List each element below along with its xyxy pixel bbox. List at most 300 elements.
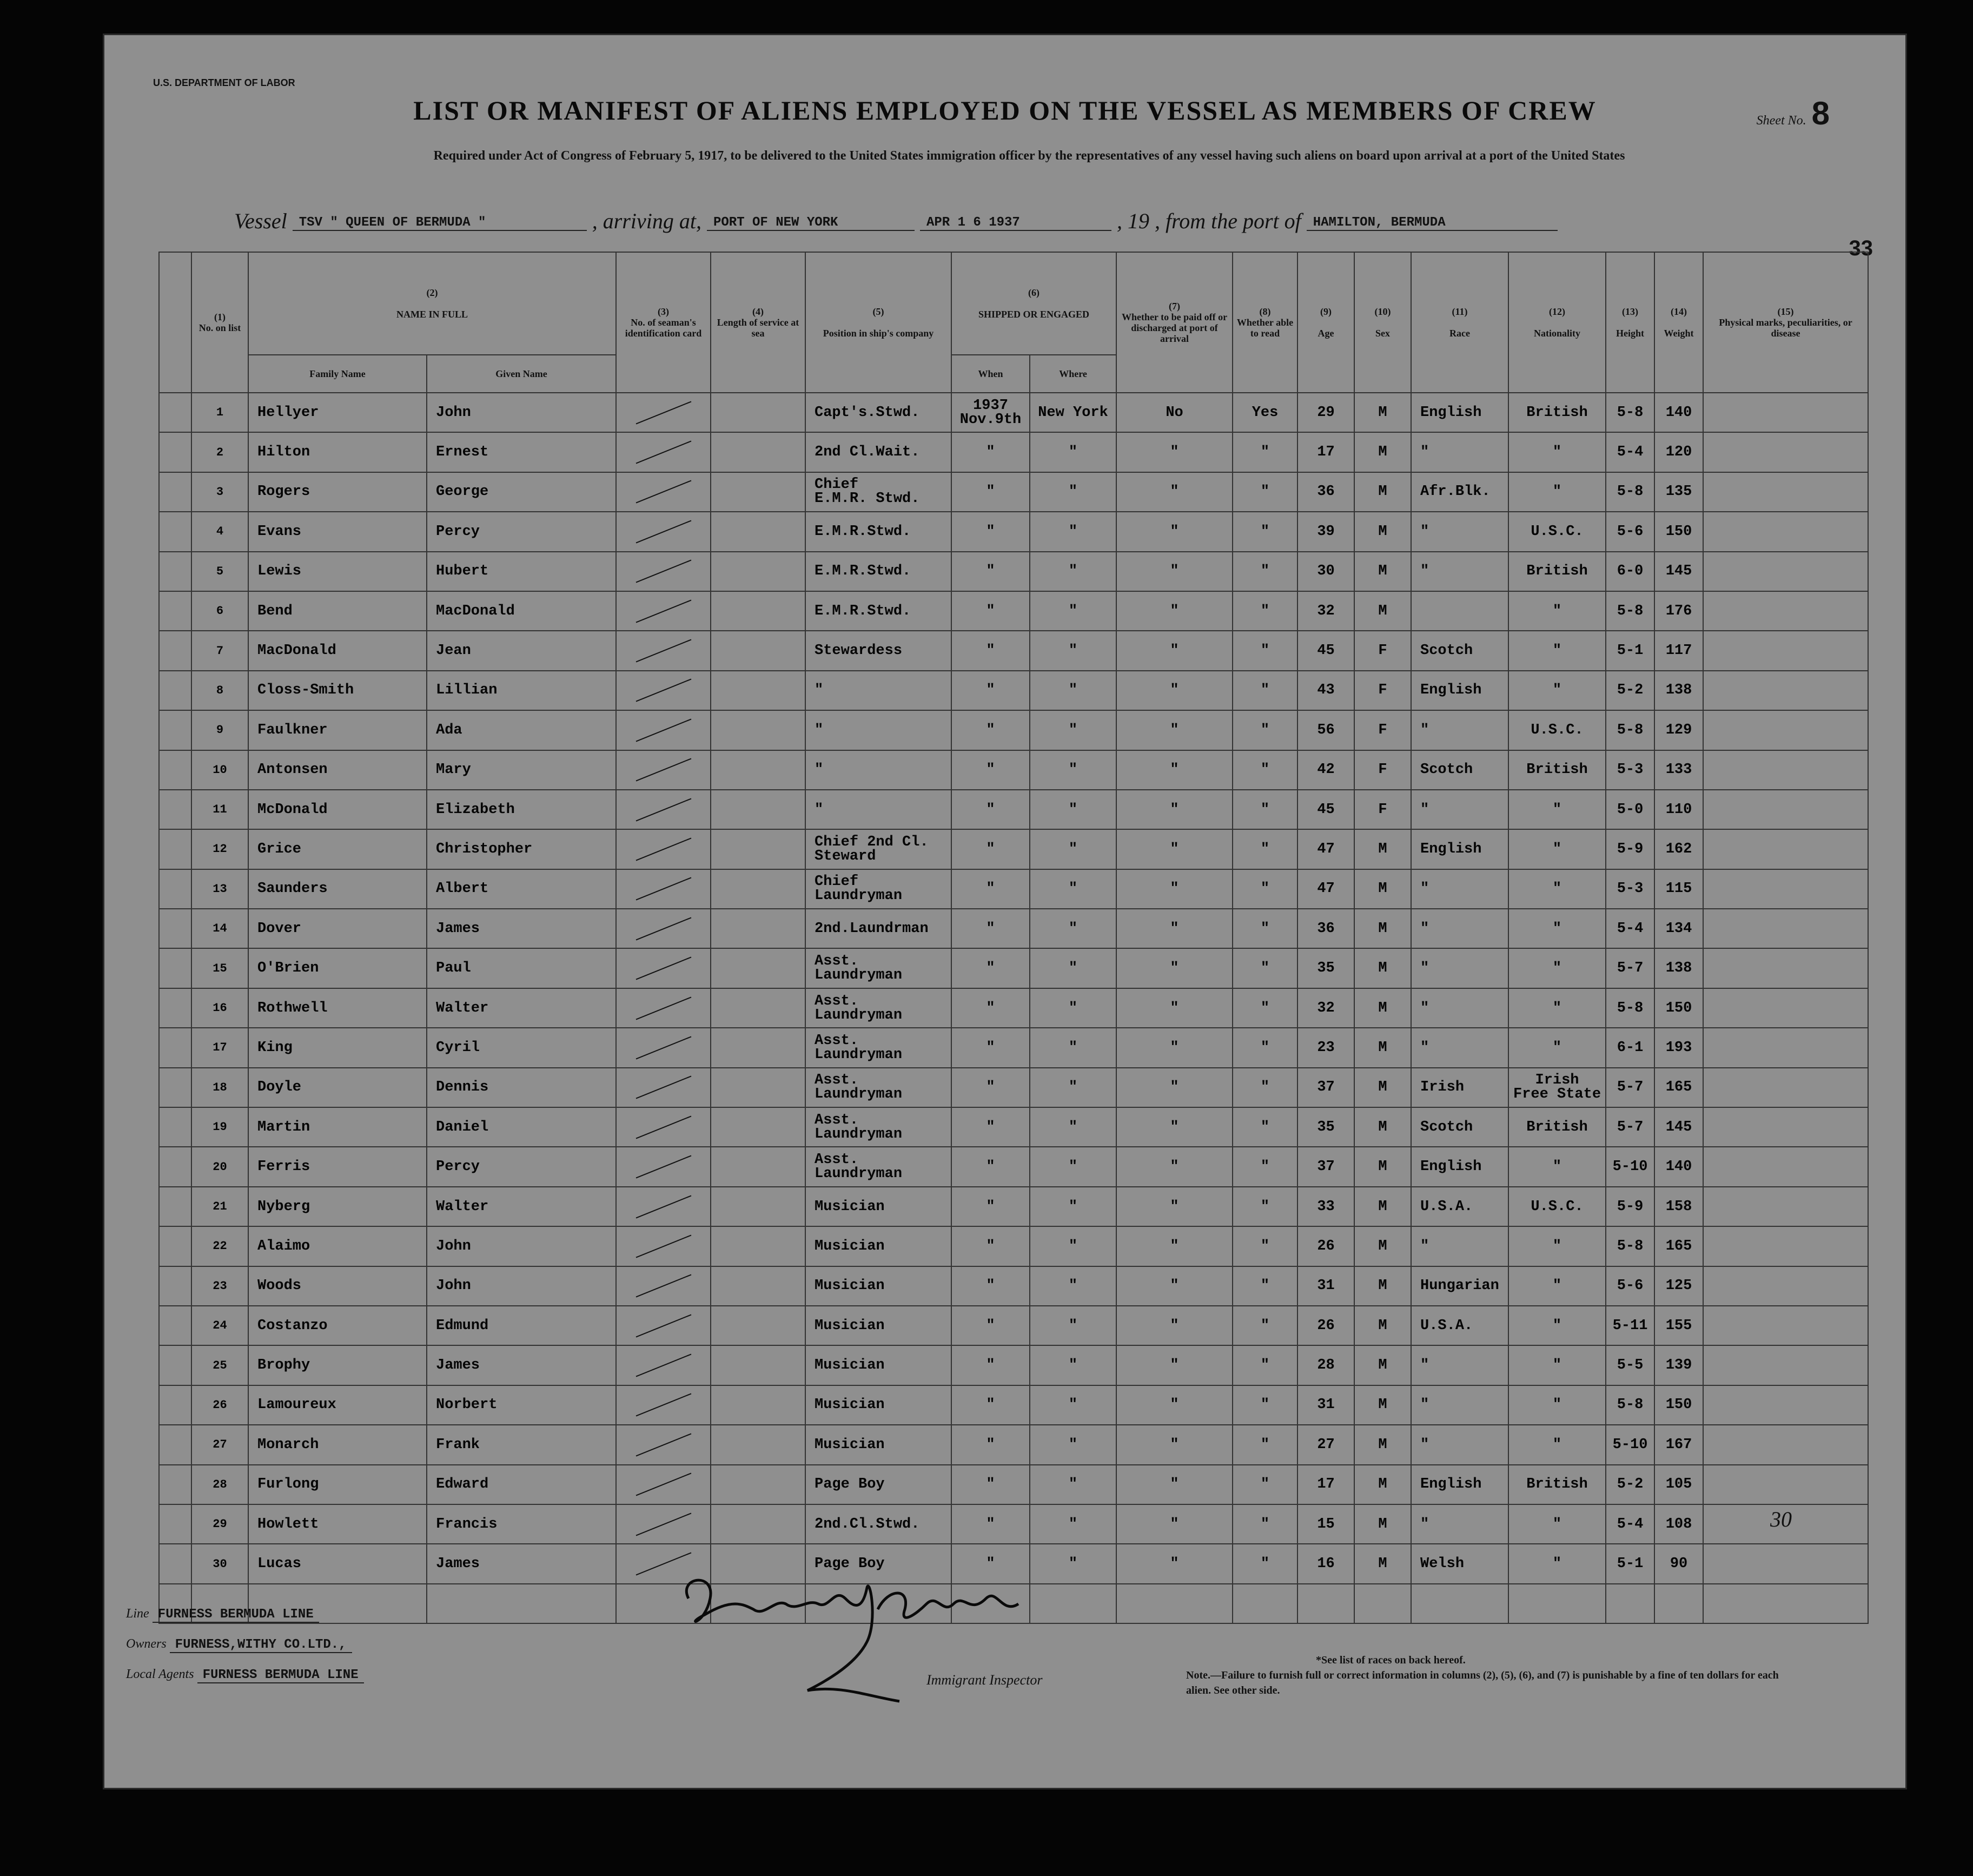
header-physical-marks: (15) Physical marks, peculiarities, or disease [1703, 252, 1868, 393]
cell-sex: M [1354, 1266, 1411, 1306]
cell-race: English [1411, 1147, 1508, 1186]
cell-given: Edmund [427, 1306, 616, 1345]
cell-service [711, 1147, 805, 1186]
table-row [159, 988, 1868, 1028]
cell-no: 13 [191, 869, 248, 909]
check-mark-icon [635, 1274, 691, 1298]
cell-where: " [1030, 631, 1116, 670]
cell-marks [1703, 591, 1868, 631]
cell-card [616, 829, 711, 869]
cell-family: Rothwell [248, 988, 427, 1028]
manifest-title: LIST OR MANIFEST OF ALIENS EMPLOYED ON THE VESSEL AS MEMBERS OF CREW [413, 95, 1597, 125]
cell-card [616, 472, 711, 512]
check-mark-icon [635, 1155, 691, 1179]
cell-service [711, 750, 805, 790]
cell-age: 33 [1297, 1187, 1354, 1226]
cell-age: 35 [1297, 948, 1354, 988]
cell-blank [159, 631, 191, 670]
cell-position: " [805, 671, 951, 710]
cell-when: " [951, 552, 1030, 591]
cell-where: " [1030, 1107, 1116, 1147]
cell-weight: 145 [1654, 552, 1703, 591]
cell-height: 5-8 [1606, 591, 1654, 631]
cell-card [616, 1504, 711, 1544]
table-row [159, 1345, 1868, 1385]
cell-height: 5-8 [1606, 1226, 1654, 1266]
cell-blank [159, 1544, 191, 1583]
table-row [159, 552, 1868, 591]
cell-height: 5-1 [1606, 631, 1654, 670]
cell-where: " [1030, 552, 1116, 591]
cell-service [711, 393, 805, 432]
table-row [159, 710, 1868, 750]
cell-height: 5-8 [1606, 1385, 1654, 1425]
cell-age: 26 [1297, 1306, 1354, 1345]
cell-blank [159, 829, 191, 869]
table-row [159, 1068, 1868, 1107]
cell-when: " [951, 829, 1030, 869]
cell-sex: M [1354, 1226, 1411, 1266]
page-number: 33 [1849, 236, 1873, 260]
header-shipped: (6) SHIPPED OR ENGAGED [951, 252, 1116, 355]
cell-family: Brophy [248, 1345, 427, 1385]
cell-when: " [951, 1425, 1030, 1464]
cell-height: 5-0 [1606, 790, 1654, 829]
crew-table [158, 252, 1869, 1624]
cell-card [616, 1187, 711, 1226]
cell-marks [1703, 790, 1868, 829]
cell-paid-off: " [1116, 1504, 1233, 1544]
cell-read: " [1233, 909, 1297, 948]
check-mark-icon [635, 917, 691, 940]
cell-given: Walter [427, 1187, 616, 1226]
cell-nationality: " [1508, 869, 1606, 909]
cell-where: " [1030, 1385, 1116, 1425]
cell-blank [159, 710, 191, 750]
check-mark-icon [635, 1473, 691, 1496]
cell-no: 6 [191, 591, 248, 631]
cell-blank [159, 393, 191, 432]
check-mark-icon [635, 957, 691, 980]
cell-blank [159, 1147, 191, 1186]
header-where: Where [1030, 355, 1116, 393]
cell-where: " [1030, 1504, 1116, 1544]
cell-family: Hilton [248, 432, 427, 472]
check-mark-icon [635, 599, 691, 623]
cell-sex: M [1354, 1465, 1411, 1504]
local-agents-field: Local Agents FURNESS BERMUDA LINE [126, 1659, 364, 1689]
cell-family: O'Brien [248, 948, 427, 988]
cell-sex: F [1354, 671, 1411, 710]
cell-read: " [1233, 1187, 1297, 1226]
header-able-to-read: (8) Whether able to read [1233, 252, 1297, 393]
cell-paid-off: " [1116, 988, 1233, 1028]
table-row [159, 1504, 1868, 1544]
cell-service [711, 1068, 805, 1107]
cell-height: 5-7 [1606, 948, 1654, 988]
cell-race: " [1411, 869, 1508, 909]
cell-weight: 140 [1654, 393, 1703, 432]
cell-age: 37 [1297, 1068, 1354, 1107]
cell-race: " [1411, 552, 1508, 591]
cell-race: U.S.A. [1411, 1306, 1508, 1345]
cell-marks [1703, 829, 1868, 869]
cell-service [711, 909, 805, 948]
cell-blank [159, 432, 191, 472]
cell-given: James [427, 909, 616, 948]
cell-blank [159, 1028, 191, 1067]
cell-marks [1703, 1345, 1868, 1385]
cell-card [616, 552, 711, 591]
cell-position: Musician [805, 1187, 951, 1226]
cell-read: " [1233, 552, 1297, 591]
check-mark-icon [635, 798, 691, 821]
cell-marks [1703, 472, 1868, 512]
cell-height: 5-6 [1606, 512, 1654, 551]
cell-position: Chief 2nd Cl. Steward [805, 829, 951, 869]
cell-paid-off: " [1116, 512, 1233, 551]
cell-blank [159, 750, 191, 790]
cell-marks [1703, 869, 1868, 909]
cell-service [711, 1266, 805, 1306]
cell-position: Chief E.M.R. Stwd. [805, 472, 951, 512]
cell-read: " [1233, 432, 1297, 472]
cell-race: Scotch [1411, 750, 1508, 790]
cell-race: " [1411, 512, 1508, 551]
check-mark-icon [635, 1115, 691, 1139]
empty-cell [1030, 1584, 1116, 1623]
cell-read: Yes [1233, 393, 1297, 432]
cell-read: " [1233, 1107, 1297, 1147]
cell-when: " [951, 1544, 1030, 1583]
cell-paid-off: " [1116, 1345, 1233, 1385]
cell-where: New York [1030, 393, 1116, 432]
cell-card [616, 591, 711, 631]
cell-when: " [951, 1266, 1030, 1306]
cell-read: " [1233, 1345, 1297, 1385]
cell-race: English [1411, 671, 1508, 710]
cell-age: 42 [1297, 750, 1354, 790]
cell-weight: 110 [1654, 790, 1703, 829]
cell-card [616, 869, 711, 909]
cell-position: 2nd Cl.Wait. [805, 432, 951, 472]
cell-sex: M [1354, 988, 1411, 1028]
cell-read: " [1233, 1226, 1297, 1266]
cell-age: 30 [1297, 552, 1354, 591]
cell-age: 32 [1297, 591, 1354, 631]
table-row [159, 1266, 1868, 1306]
cell-no: 9 [191, 710, 248, 750]
cell-read: " [1233, 1425, 1297, 1464]
cell-age: 27 [1297, 1425, 1354, 1464]
cell-blank [159, 1107, 191, 1147]
cell-weight: 165 [1654, 1068, 1703, 1107]
empty-cell [427, 1584, 616, 1623]
cell-paid-off: " [1116, 1385, 1233, 1425]
header-weight: (14) Weight [1654, 252, 1703, 393]
cell-when: " [951, 1465, 1030, 1504]
cell-service [711, 829, 805, 869]
penalty-note: *See list of races on back hereof. Note.—Failure to furnish full or correct information in columns (2), (5), (6), and (7) is punishable by a fine of ten dollars for each alien. See other side. [1186, 1654, 1779, 1696]
cell-marks [1703, 710, 1868, 750]
cell-where: " [1030, 790, 1116, 829]
blank-header [159, 252, 191, 393]
cell-age: 39 [1297, 512, 1354, 551]
cell-sex: M [1354, 1147, 1411, 1186]
cell-where: " [1030, 1544, 1116, 1583]
cell-weight: 167 [1654, 1425, 1703, 1464]
cell-family: Costanzo [248, 1306, 427, 1345]
cell-paid-off: " [1116, 1187, 1233, 1226]
cell-family: Hellyer [248, 393, 427, 432]
table-row [159, 909, 1868, 948]
cell-age: 47 [1297, 869, 1354, 909]
cell-paid-off: " [1116, 631, 1233, 670]
cell-where: " [1030, 1425, 1116, 1464]
cell-where: " [1030, 869, 1116, 909]
cell-weight: 176 [1654, 591, 1703, 631]
cell-card [616, 750, 711, 790]
cell-when: " [951, 1385, 1030, 1425]
cell-weight: 150 [1654, 1385, 1703, 1425]
cell-marks [1703, 988, 1868, 1028]
cell-weight: 90 [1654, 1544, 1703, 1583]
cell-where: " [1030, 1465, 1116, 1504]
cell-where: " [1030, 472, 1116, 512]
cell-age: 17 [1297, 432, 1354, 472]
cell-when: " [951, 1226, 1030, 1266]
table-row [159, 1147, 1868, 1186]
cell-when: " [951, 1504, 1030, 1544]
cell-card [616, 790, 711, 829]
cell-height: 5-4 [1606, 909, 1654, 948]
cell-age: 15 [1297, 1504, 1354, 1544]
check-mark-icon [635, 996, 691, 1020]
cell-no: 14 [191, 909, 248, 948]
check-mark-icon [635, 401, 691, 424]
cell-service [711, 631, 805, 670]
cell-card [616, 988, 711, 1028]
table-row [159, 1385, 1868, 1425]
cell-given: Francis [427, 1504, 616, 1544]
cell-when: " [951, 512, 1030, 551]
cell-nationality: " [1508, 1504, 1606, 1544]
cell-when: " [951, 671, 1030, 710]
cell-family: Lucas [248, 1544, 427, 1583]
cell-weight: 162 [1654, 829, 1703, 869]
cell-card [616, 1147, 711, 1186]
cell-sex: M [1354, 869, 1411, 909]
check-mark-icon [635, 1076, 691, 1099]
cell-service [711, 1345, 805, 1385]
table-row [159, 432, 1868, 472]
cell-card [616, 393, 711, 432]
check-mark-icon [635, 1234, 691, 1258]
cell-paid-off: " [1116, 869, 1233, 909]
cell-age: 26 [1297, 1226, 1354, 1266]
cell-age: 29 [1297, 393, 1354, 432]
handwritten-initials: 30 [1770, 1507, 1792, 1531]
cell-paid-off: " [1116, 552, 1233, 591]
cell-card [616, 512, 711, 551]
departure-port: HAMILTON, BERMUDA [1307, 215, 1558, 231]
cell-marks [1703, 1187, 1868, 1226]
cell-position: Page Boy [805, 1544, 951, 1583]
cell-race: " [1411, 1345, 1508, 1385]
cell-position: 2nd.Laundrman [805, 909, 951, 948]
cell-when: " [951, 790, 1030, 829]
table-row [159, 671, 1868, 710]
check-mark-icon [635, 639, 691, 663]
cell-sex: M [1354, 432, 1411, 472]
table-row [159, 393, 1868, 432]
crew-rows [159, 393, 1868, 1623]
cell-family: Woods [248, 1266, 427, 1306]
cell-height: 5-8 [1606, 393, 1654, 432]
check-mark-icon [635, 1195, 691, 1218]
cell-given: Elizabeth [427, 790, 616, 829]
cell-height: 5-1 [1606, 1544, 1654, 1583]
cell-service [711, 472, 805, 512]
cell-given: Hubert [427, 552, 616, 591]
cell-sex: M [1354, 1504, 1411, 1544]
cell-position: " [805, 750, 951, 790]
cell-nationality: " [1508, 948, 1606, 988]
cell-race: English [1411, 1465, 1508, 1504]
cell-where: " [1030, 671, 1116, 710]
cell-blank [159, 1226, 191, 1266]
check-mark-icon [635, 679, 691, 702]
cell-marks [1703, 631, 1868, 670]
cell-given: Christopher [427, 829, 616, 869]
cell-weight: 138 [1654, 671, 1703, 710]
check-mark-icon [635, 1393, 691, 1417]
cell-marks [1703, 1465, 1868, 1504]
cell-family: Bend [248, 591, 427, 631]
cell-no: 7 [191, 631, 248, 670]
cell-sex: F [1354, 631, 1411, 670]
cell-when: " [951, 472, 1030, 512]
cell-blank [159, 869, 191, 909]
cell-race: Irish [1411, 1068, 1508, 1107]
cell-family: Dover [248, 909, 427, 948]
cell-paid-off: " [1116, 472, 1233, 512]
empty-cell [1606, 1584, 1654, 1623]
cell-race: " [1411, 1425, 1508, 1464]
cell-race: " [1411, 790, 1508, 829]
cell-paid-off: " [1116, 671, 1233, 710]
cell-blank [159, 909, 191, 948]
cell-nationality: " [1508, 591, 1606, 631]
cell-weight: 133 [1654, 750, 1703, 790]
cell-nationality: " [1508, 1147, 1606, 1186]
cell-height: 5-10 [1606, 1425, 1654, 1464]
check-mark-icon [635, 1314, 691, 1337]
header-when: When [951, 355, 1030, 393]
cell-when: " [951, 750, 1030, 790]
cell-no: 15 [191, 948, 248, 988]
cell-paid-off: " [1116, 432, 1233, 472]
cell-card [616, 1345, 711, 1385]
cell-family: Closs-Smith [248, 671, 427, 710]
department-label: U.S. DEPARTMENT OF LABOR [153, 77, 295, 88]
cell-where: " [1030, 1266, 1116, 1306]
cell-family: Lewis [248, 552, 427, 591]
cell-no: 2 [191, 432, 248, 472]
cell-read: " [1233, 1266, 1297, 1306]
cell-service [711, 1385, 805, 1425]
cell-blank [159, 552, 191, 591]
cell-race: Welsh [1411, 1544, 1508, 1583]
cell-where: " [1030, 829, 1116, 869]
cell-read: " [1233, 671, 1297, 710]
cell-race: Scotch [1411, 1107, 1508, 1147]
cell-weight: 108 [1654, 1504, 1703, 1544]
cell-position: Musician [805, 1266, 951, 1306]
table-row [159, 512, 1868, 551]
cell-blank [159, 790, 191, 829]
cell-card [616, 1266, 711, 1306]
cell-read: " [1233, 869, 1297, 909]
table-row [159, 1226, 1868, 1266]
cell-where: " [1030, 909, 1116, 948]
check-mark-icon [635, 441, 691, 464]
cell-given: James [427, 1345, 616, 1385]
cell-card [616, 1306, 711, 1345]
cell-read: " [1233, 710, 1297, 750]
cell-blank [159, 1345, 191, 1385]
cell-race [1411, 591, 1508, 631]
cell-no: 12 [191, 829, 248, 869]
empty-cell [1703, 1584, 1868, 1623]
cell-weight: 135 [1654, 472, 1703, 512]
cell-when: " [951, 869, 1030, 909]
cell-family: Rogers [248, 472, 427, 512]
cell-no: 23 [191, 1266, 248, 1306]
cell-service [711, 1187, 805, 1226]
cell-weight: 125 [1654, 1266, 1703, 1306]
cell-nationality: British [1508, 393, 1606, 432]
cell-race: Hungarian [1411, 1266, 1508, 1306]
cell-given: Norbert [427, 1385, 616, 1425]
cell-no: 25 [191, 1345, 248, 1385]
cell-given: Dennis [427, 1068, 616, 1107]
cell-blank [159, 1068, 191, 1107]
cell-sex: M [1354, 1345, 1411, 1385]
cell-marks [1703, 1306, 1868, 1345]
cell-where: " [1030, 948, 1116, 988]
cell-blank [159, 1187, 191, 1226]
cell-given: MacDonald [427, 591, 616, 631]
cell-nationality: " [1508, 1266, 1606, 1306]
line-field: Line FURNESS BERMUDA LINE [126, 1598, 364, 1629]
cell-no: 17 [191, 1028, 248, 1067]
cell-nationality: " [1508, 1544, 1606, 1583]
check-mark-icon [635, 560, 691, 583]
table-row [159, 829, 1868, 869]
cell-position: Capt's.Stwd. [805, 393, 951, 432]
cell-read: " [1233, 1068, 1297, 1107]
cell-given: Frank [427, 1425, 616, 1464]
cell-weight: 145 [1654, 1107, 1703, 1147]
cell-paid-off: " [1116, 591, 1233, 631]
cell-nationality: " [1508, 671, 1606, 710]
header-name-in-full: (2) NAME IN FULL [248, 252, 616, 355]
cell-marks [1703, 1147, 1868, 1186]
cell-nationality: " [1508, 1425, 1606, 1464]
cell-marks [1703, 512, 1868, 551]
cell-race: English [1411, 829, 1508, 869]
